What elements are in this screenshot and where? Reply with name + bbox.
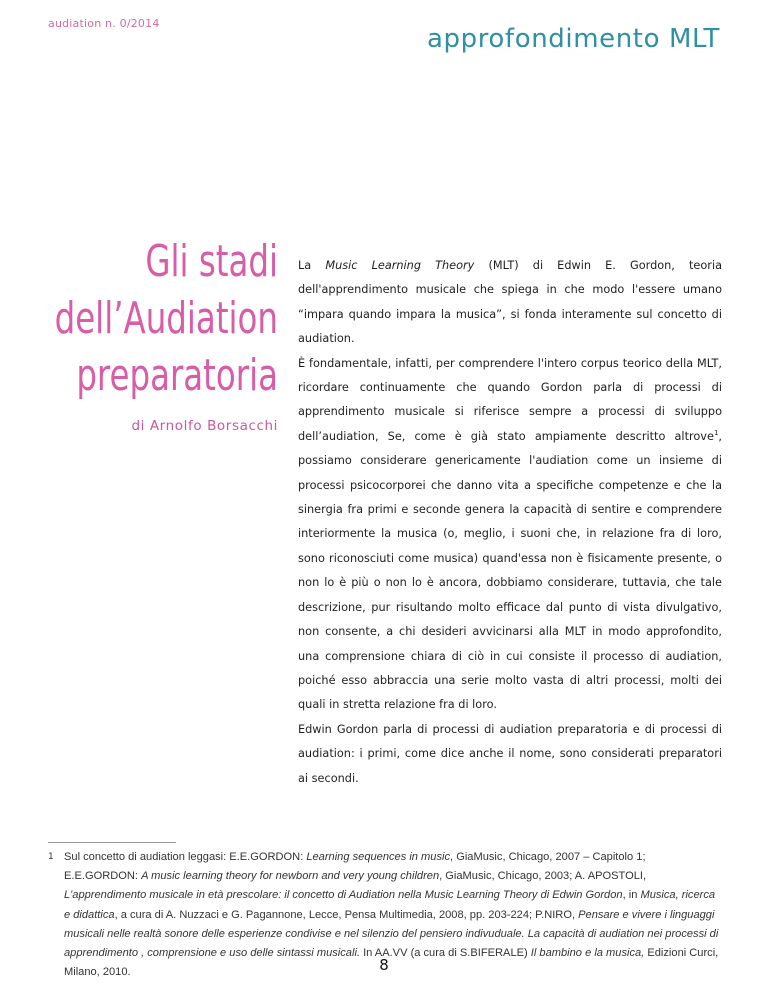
footnote-number: 1 bbox=[48, 852, 54, 862]
article-title bbox=[50, 233, 278, 404]
emphasis-mlt: Music Learning Theory bbox=[325, 259, 475, 272]
paragraph-1: La Music Learning Theory (MLT) di Edwin E. Gordon, teoria dell'apprendimento musicale che spiega in che modo l'essere umano “impara quando impara la musica”, si fonda interamente sul concetto di audiation. bbox=[298, 259, 722, 346]
title-line-2: dell’Audiation bbox=[54, 293, 279, 344]
footnote-ref[interactable]: 1 bbox=[713, 429, 719, 438]
issue-label: audiation n. 0/2014 bbox=[48, 17, 160, 30]
article-title-block bbox=[0, 233, 278, 434]
paragraph-2: È fondamentale, infatti, per comprendere l'intero corpus teorico della MLT, ricordare continuamente che quando Gordon parla di processi di apprendimento musicale si riferisce sempre a processi di sviluppo dell’audiation, Se, come è già stato ampiamente descritto altrove$^1$, possiamo considerare genericamente l'audiation come un insieme di processi psicocorporei che danno vita a specifiche competenze e che la sinergia fra primi e seconde genera la capacità di sentire e comprendere interiormente la musica (o, meglio, i suoni che, in relazione fra di loro, sono riconosciuti come musica) quand'essa non è fisicamente presente, o non lo è più o non lo è ancora, dobbiamo considerare, tuttavia, che tale descrizione, pur risultando molto efficace dal punto di vista divulgativo, non consente, a chi desideri avvicinarsi alla MLT in modo approfondito, una comprensione chiara di ciò in cui consiste il processo di audiation, poiché esso abbraccia una serie molto vasta di altri processi, molti dei quali in stretta relazione fra di loro. bbox=[298, 356, 722, 712]
article-body bbox=[298, 254, 722, 791]
footnote-divider bbox=[48, 842, 176, 843]
page-number: 8 bbox=[379, 956, 389, 974]
paragraph-3: Edwin Gordon parla di processi di audiation preparatoria e di processi di audiation: i primi, come dice anche il nome, sono considerati preparatori ai secondi. bbox=[298, 722, 722, 785]
title-line-3: preparatoria bbox=[76, 350, 278, 401]
footnote-text: Sul concetto di audiation leggasi: E.E.GORDON: Learning sequences in music, GiaMusic, Chicago, 2007 – Capitolo 1; E.E.GORDON: A music learning theory for newborn and very young children, GiaMusic, Chicago, 2003; A. APOSTOLI, L'apprendimento musicale in età prescolare: il concetto di Audiation nella Music Learning Theory di Edwin Gordon, in Musica, ricerca e didattica, a cura di A. Nuzzaci e G. Pagannone, Lecce, Pensa Multimedia, 2008, pp. 203-224; P.NIRO, Pensare e vivere i linguaggi musicali nelle realtà sonore delle esperienze condivise e nel silenzio del pensiero indivuduale. La capacità di audiation nei processi di apprendimento , comprensione e uso delle sintassi musicali. In AA.VV (a cura di S.BIFERALE) Il bambino e la musica, Edizioni Curci, Milano, 2010. bbox=[64, 851, 719, 979]
author-byline: di Arnolfo Borsacchi bbox=[131, 418, 278, 434]
title-line-1: Gli stadi bbox=[145, 236, 278, 287]
section-title: approfondimento MLT bbox=[426, 24, 720, 54]
